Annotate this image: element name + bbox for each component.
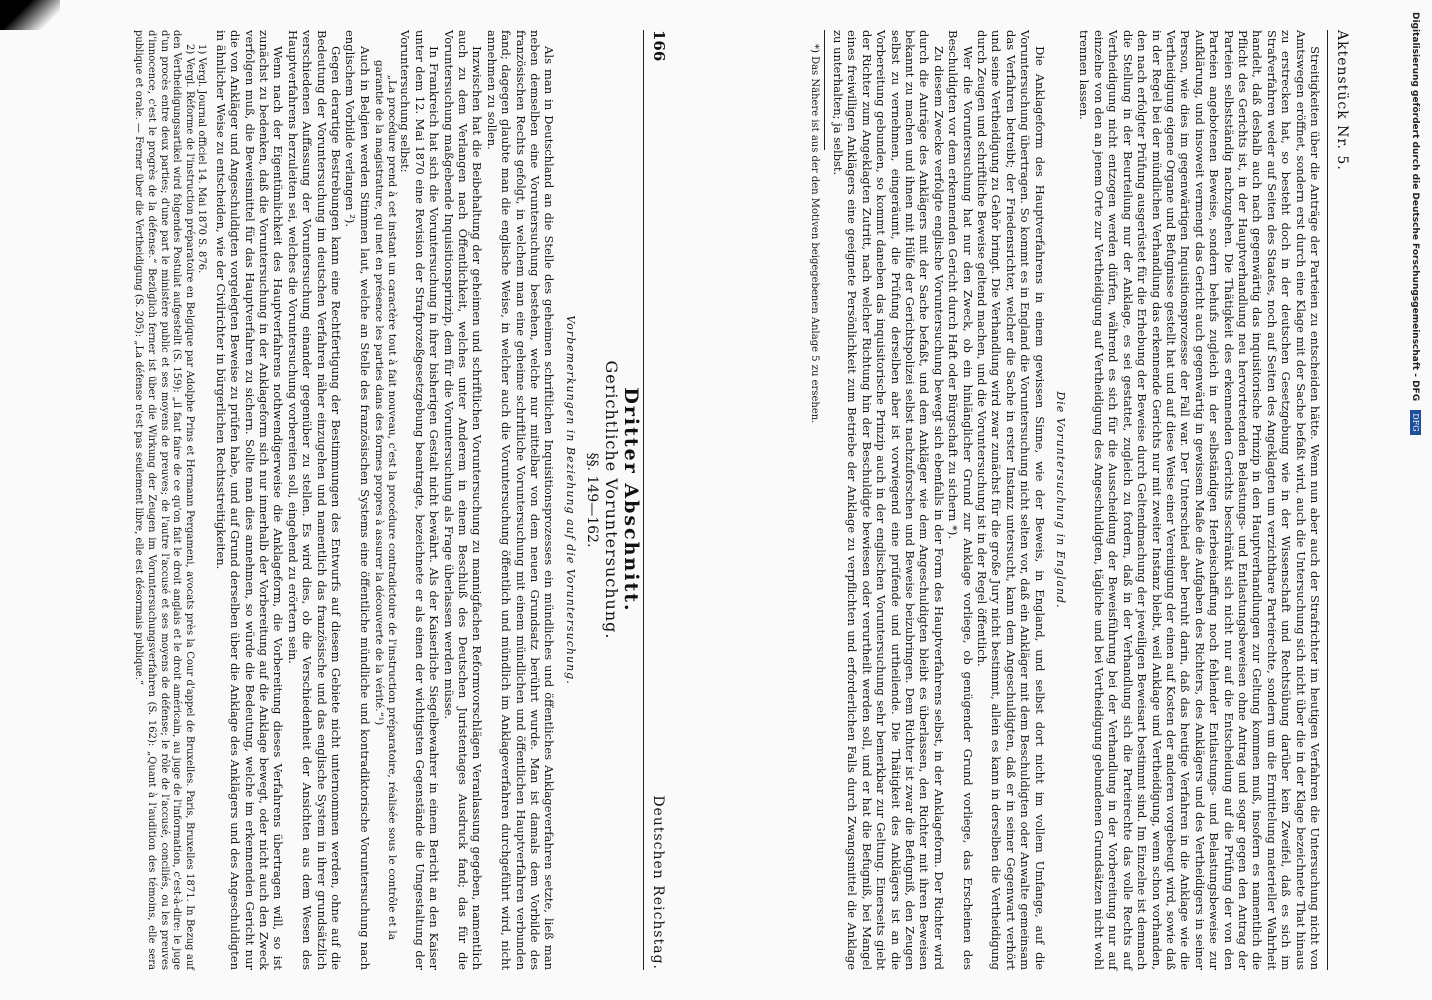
footnote: 1) Vergl. Journal officiel 14. Mai 1870 S. 876.	[196, 44, 208, 274]
paragraph: Inzwischen hat die Beibehaltung der geheimen und schriftlichen Voruntersuchung zu mannigfachen Reformvorschlägen Veranlassung gegeben, namentlich auch zu dem Verlangen nach Öffentlichkeit, welches unter Anderem in einem Beschluß des Deutschen Juristentages Ausdruck fand; das für die Voruntersuchung maßgebende Inquisitionsprinzip, dem für die Voruntersuchung als Frage überlassen werden müsse.	[441, 30, 485, 970]
left-page-header	[646, 30, 668, 970]
paragraph: Zu diesem Zwecke verfolgte englische Voruntersuchung bewegt sich ebenfalls in der Form des Hauptverfahrens selbst, in der Anklageform. Der Richter wird durch die Anträge des Anklägers mit der Sache befaßt, und dem Ankläger wie dem Angeschuldigten bleibt es überlassen, den Richter mit ihren Beweisen bekannt zu machen und ihnen mit Hülfe der Gerichtspolizei selbst nachzuforschen und Beweise beizubringen. Dem Richter ist zwar die Befugniß, den Zeugen selbst zu vernehmen, eingeräumt, die Prüfung derselben aber ist vorwiegend eine prüfende und urtheilende. Die Thätigkeit des Anklägers ist an die Vorbereitung gebunden, so kommt daneben das inquisitorische Prinzip auch in der englischen Voruntersuchung sehr bemerkbar zur Geltung. Einerseits giebt der Richter zum Angeklagten Zutritt, nach welcher Richtung hin der Beschuldigte bewiesen oder verurtheilt werden soll, und er hat die Befugniß, bei Mangel eines freiwilligen Anklägers eine geeignete Persönlichkeit zum Betriebe der Anklage zu verpflichten und erforderlichen Falls durch Zwangsmittel die Anklage zu unterhalten; ja selbst.	[831, 30, 946, 970]
paragraph: Die Anklageform des Hauptverfahrens in einem gewissen Sinne, wie der Beweis, in England, und selbst dort nicht im vollem Umfange, auf die Voruntersuchung übertragen. So kommt es in England die Voruntersuchung nicht selten vor, daß ein Ankläger mit dem Beschuldigten oder Anwalte gemeinsam das Verfahren betreibt; der Friedensrichter, welcher die Sache in erster Instanz untersucht, kann dem Angeschuldigten, daß er in seiner Gegenwart verhört und seine Vertheidigung zu Gehör bringt. Die Verhandlung wird zwar zunächst für die große Jury nicht bestimmt, allein es kann in derselben die Vertheidigung durch Zeugen und schriftliche Beweise geltend machen, und die Voruntersuchung ist in der Regel öffentlich.	[975, 30, 1047, 970]
section-title: Gerichtliche Voruntersuchung.	[601, 360, 621, 640]
header-rule-left	[643, 30, 644, 970]
credit-text: Digitalisierung gefördert durch die Deutsche Forschungsgemeinschaft - DFG	[1410, 12, 1420, 402]
running-title-left: Deutschen Reichstag.	[650, 795, 666, 970]
paragraph: Wenn nach der Eigentümlichkeit des Hauptverfahrens nothwendigerweise die Anklageform, die Vorbereitung dieses Verfahrens übertragen will, so ist zunächst zu bedenken, daß die Voruntersuchung in der Anklageform sich nur innerhalb der Vorbereitung auf die Anklage bewegt, oder nicht auch den Zweck verfolgen muß, die Beweismittel für das Hauptverfahren zu sichern. Sollte man dies annehmen, so würde die Bedeutung, welche im erkennenden Gericht nur die von Ankläger und Angeschuldigten vorgelegten Beweise zu prüfen habe, und auf Grund derselben über die Anklage des Anklägers und des Angeschuldigten in ähnlicher Weise zu entscheiden, wie der Civilrichter in bürgerlichen Rechtsstreitigkeiten.	[213, 30, 286, 970]
running-title-right: Aktenstück Nr. 5.	[1334, 30, 1350, 171]
section-range: §§. 149—162.	[584, 452, 601, 548]
left-page	[33, 30, 668, 970]
quotation: „La procédure prend à cet instant un caractère tout à fait nouveau, c'est la procédure contradictoire de l'instruction préparatoire, réalisée sous le contrôle et la garantie de la magistrature, qui met en présence les parties dans des formes propres à assurer la découverte de la vérité.“¹)	[372, 60, 398, 940]
subheading: Vorbemerkungen in Beziehung auf die Voruntersuchung.	[563, 315, 577, 685]
paragraph: Als man in Deutschland an die Stelle des geheimen schriftlichen Inquisitionsprozesses ein mündliches und öffentliches Anklageverfahren setzte, ließ man neben demselben eine Voruntersuchung bestehen, welche nur mittelbar von dem neuen Grundsatz berührt wurde. Man ist damals dem Vorbilde des französischen Rechts gefolgt, in welchem man eine geheime schriftliche Voruntersuchung mit einem mündlichen und öffentlichen Hauptverfahren verbunden fand; dagegen glaubte man die englische Weise, in welcher auch die Voruntersuchung öffentlich und mündlich im Anklageverfahren durchgeführt wird, nicht annehmen zu sollen.	[484, 30, 557, 970]
footnote-rule	[824, 30, 825, 150]
right-page-header	[1330, 30, 1352, 970]
page-number: 166	[650, 30, 668, 62]
paragraph: In Frankreich hat sich die Voruntersuchung in ihrer bisherigen Gestalt nicht bewährt. Als der Kaiserliche Siegelbewahrer in einem Bericht an den Kaiser unter dem 12. Mai 1870 eine Revision der Strafprozeßgesetzgebung beantragte, bezeichnete er als einen der wichtigsten Gegenstände die Umgestaltung der Voruntersuchung selbst:	[398, 30, 442, 970]
dfg-logo: DFG	[1410, 410, 1421, 434]
right-page	[687, 30, 1352, 970]
section-heading-england: Die Voruntersuchung in England.	[1054, 391, 1068, 609]
digitization-credit	[1412, 12, 1428, 712]
paragraph: Gegen derartige Bestrebungen kann eine Rechtfertigung der Bestimmungen des Entwurfs auf diesem Gebiete nicht unternommen werden, ohne auf die Bedeutung der Voruntersuchung im deutschen Verfahren näher einzugehen und namentlich das französische und das englische System in ihrer grundsätzlich verschiedenen Auffassung der Voruntersuchung einander gegenüber zu stellen. Es wird dies, ob die Verschiedenheit der Ansichten aus dem Wesen des Hauptverfahrens herzuleiten sei, welches die Voruntersuchung vorbereiten soll, eingehend zu erörtern sein.	[285, 30, 344, 970]
paragraph: Streitigkeiten über die Anträge der Parteien zu entscheiden hätte. Wenn nun aber auch der Strafrichter im heutigen Verfahren die Untersuchung nicht von Amtswegen eröffnet, sondern erst durch eine Klage mit der Sache befaßt wird, auch die Untersuchung sich nicht über die in der Klage bezeichnete That hinaus zu erstrecken hat, so besteht doch in der deutschen Gesetzgebung wie in der Wissenschaft und Rechtsübung darüber kein Zweifel, daß es sich im Strafverfahren weder auf Seiten des Staates, noch auf Seiten des Angeklagten um verzichtbare Parteirechte, sondern um die Ermittelung materieller Wahrheit handelt, daß deshalb auch nach gegenwärtig das inquisitorische Prinzip in den Hauptverhandlungen zur Geltung kommen muß, insofern es namentlich die Pflicht des Gerichts ist, in der Hauptverhandlung neu hervortretenden Belastungs- und Entlastungsbeweisen ohne Antrag und sogar gegen den Antrag der Parteien selbstständig nachzugehen. Die Thätigkeit des erkennenden Gerichts beschränkt sich nicht nur auf die Entscheidung auf die Prüfung der von den Parteien angebotenen Beweise, sondern behufs zugleich in der selbständigen Herbeischaffung noch fehlender Entlastungs- und Belastungsbeweise zur Aufklärung, und insoweit vermengt das Gericht auch gegenwärtig in gewissem Maße die Aufgaben des Richters, des Anklägers und des Vertheidigers in seiner Person, wie dies im gegenwärtigen Inquisitionsprozesse der Fall war. Der Unterschied aber beruht darin, daß das heutige Verfahren in die Anklage wie die Vertheidigung eigene Organe und Befugnisse gestellt hat und auf diese Weise einer Vereinigung der einen auf Kosten der anderen vorgebeugt wird, sowie daß in der Regel bei der mündlichen Verhandlung das erkennende Gerichts nur mit zweiter Instanz bleibt, weil Anklage und Vertheidigung, wenn schon vorhanden, den nach erfolgter Prüfung ausgerüstet für die Erhebung der Beweise durch Geltendmachung der jeweiligen Beweisart bestimmt sind. Im Einzelne ist demnach die Stellung in der Beurteilung nur der Anklage, es sei gestattet, zugleich zu fordern, daß in der Verhandlung sich die Parteirechte das volle Rechts auf Vertheidigung nicht entzogen werden dürfen, während es sich für die Ausscheidung der Beweisführung bei der Verhandlung in der Vorbereitung nur auf einzelne von den an jenem Orte zur Vertheidigung auf Vertheidigung des Angeschuldigten, tägliche und bei Vertheidigung gebundenen Grundsätzen nicht wohl trennen lassen.	[1077, 30, 1322, 970]
paragraph: Auch in Belgien werden Stimmen laut, welche an Stelle des französischen Systems eine öffentliche mündliche und kontradiktorische Voruntersuchung nach englischem Vorbilde verlangen ²).	[343, 30, 372, 970]
paragraph: Wer die Voruntersuchung hat nur den Zweck, ob ein hinlänglicher Grund zur Anklage vorliege, ob genügender Grund vorliege, das Erscheinen des Beschuldigten vor dem erkennenden Gericht durch Haft oder Bürgschaft zu sichern *).	[946, 30, 975, 970]
part-heading: Dritter Abschnitt.	[620, 387, 642, 613]
left-column	[132, 30, 642, 970]
footnote: *) Das Nähere ist aus der den Motiven beigegebenen Anlage 5 zu ersehen.	[808, 44, 820, 424]
footnote: 2) Vergl. Réforme de l'instruction préparatoire en Belgique par Adolphe Prins et Hermann Pergameni, avocats près la Cour d'appel de Bruxelles. Paris, Bruxelles 1871. In Bezug auf den Vertheidigungsartikel wird folgendes Postulat aufgestellt (S. 159): „il faut faire de ce qu'on fait le droit anglais et le droit américain, au juge de l'information, c'est-à-dire: le juge d'un procès entre deux parties; d'une part le ministère public et ses moyens de preuves; de l'autre l'accusé et ses moyens de défense; le rôle de l'accusé, conciliés, ou les preuves d'innocence, c'est le progrès de la défense.“ Bezüglich ferner ist über die Wirkung der Zeugen im Voruntersuchungsverfahren (S. 162): „Quant à l'audition des témoins, elle sera publique et orale. — Ferner über die Vertheidigung (S. 205): „La défense n'est pas seulement libre, elle est désormais publique.“	[133, 30, 195, 970]
header-rule-right	[1327, 30, 1328, 970]
scan-edge-shadow	[0, 0, 60, 30]
right-column	[807, 30, 1322, 970]
